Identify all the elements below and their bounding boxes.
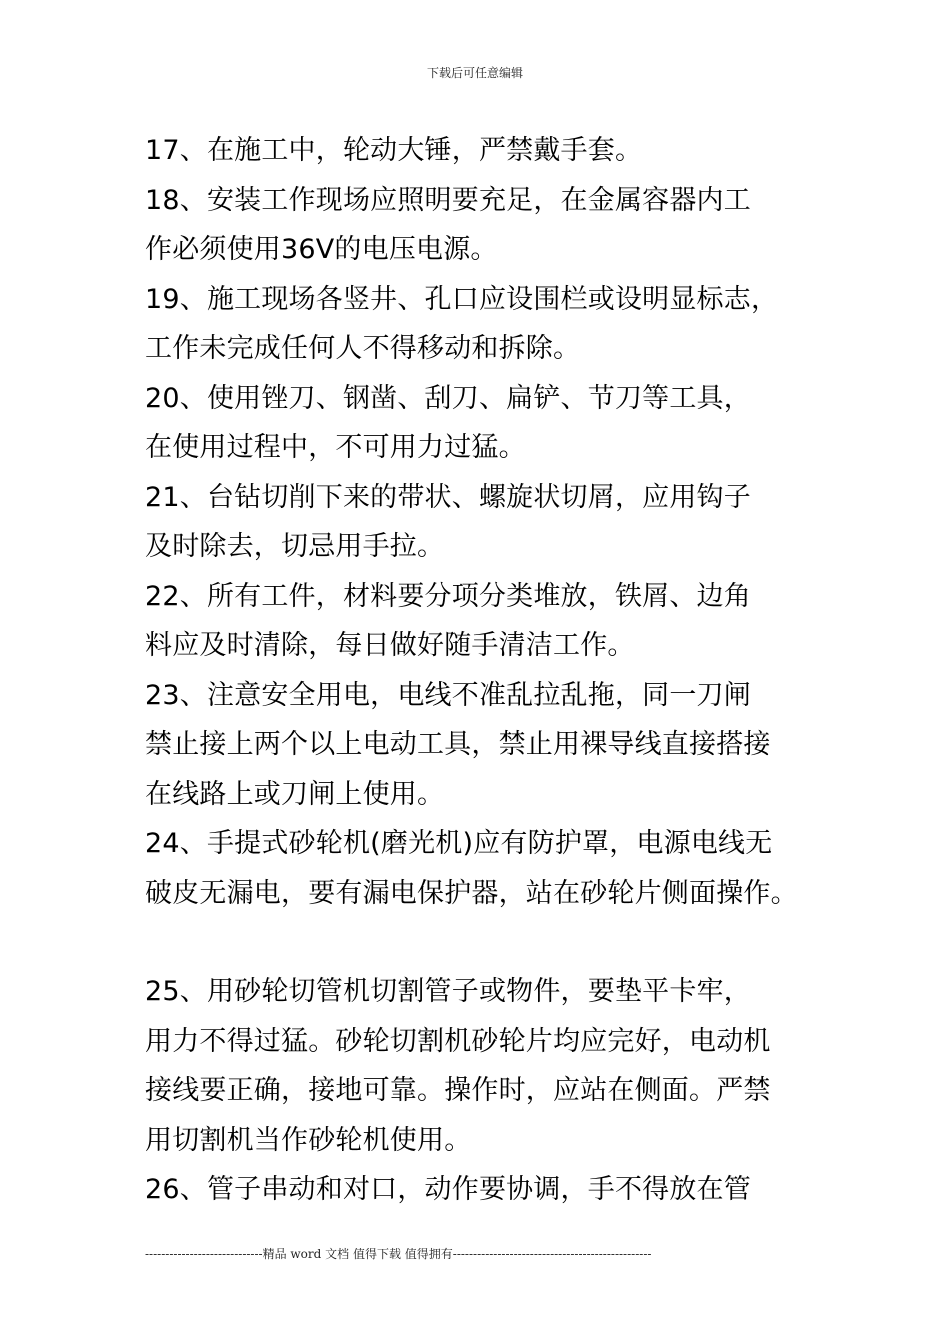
text-line: 及时除去，切忌用手拉。 — [145, 531, 445, 562]
text-line: 22、所有工件，材料要分项分类堆放，铁屑、边角 — [145, 580, 751, 612]
text-line: 禁止接上两个以上电动工具，禁止用裸导线直接搭接 — [145, 729, 771, 760]
page-footer: -----------------------------精品 word 文档 值得下载 值得拥有------------------------------------------------- — [145, 1247, 652, 1261]
text-line: 用切割机当作砂轮机使用。 — [145, 1124, 472, 1156]
text-line: 17、在施工中，轮动大锤，严禁戴手套。 — [145, 135, 643, 166]
text-line: 用力不得过猛。砂轮切割机砂轮片均应完好，电动机 — [145, 1025, 771, 1057]
text-line: 18、安装工作现场应照明要充足，在金属容器内工 — [145, 184, 751, 216]
text-line: 23、注意安全用电，电线不准乱拉乱拖，同一刀闸 — [145, 679, 751, 711]
page-header: 下载后可任意编辑 — [426, 66, 523, 80]
text-line: 工作未完成任何人不得移动和拆除。 — [145, 333, 581, 364]
text-line: 21、台钻切削下来的带状、螺旋状切屑，应用钩子 — [145, 481, 751, 513]
text-line: 接线要正确，接地可靠。操作时，应站在侧面。严禁 — [145, 1075, 771, 1106]
text-line: 在线路上或刀闸上使用。 — [145, 778, 445, 810]
text-line: 在使用过程中，不可用力过猛。 — [145, 432, 526, 463]
text-line: 19、施工现场各竖井、孔口应设围栏或设明显标志， — [145, 283, 779, 315]
text-line: 作必须使用36V的电压电源。 — [145, 234, 498, 265]
text-line: 料应及时清除，每日做好随手清洁工作。 — [145, 630, 635, 661]
text-line: 24、手提式砂轮机(磨光机)应有防护罩，电源电线无 — [145, 828, 773, 859]
text-line: 破皮无漏电，要有漏电保护器，站在砂轮片侧面操作。 — [145, 877, 798, 909]
document-body — [145, 126, 835, 1215]
text-line: 20、使用锉刀、钢凿、刮刀、扁铲、节刀等工具， — [145, 382, 751, 414]
text-line: 25、用砂轮切管机切割管子或物件，要垫平卡牢， — [145, 976, 751, 1007]
text-line: 26、管子串动和对口，动作要协调，手不得放在管 — [145, 1174, 751, 1205]
